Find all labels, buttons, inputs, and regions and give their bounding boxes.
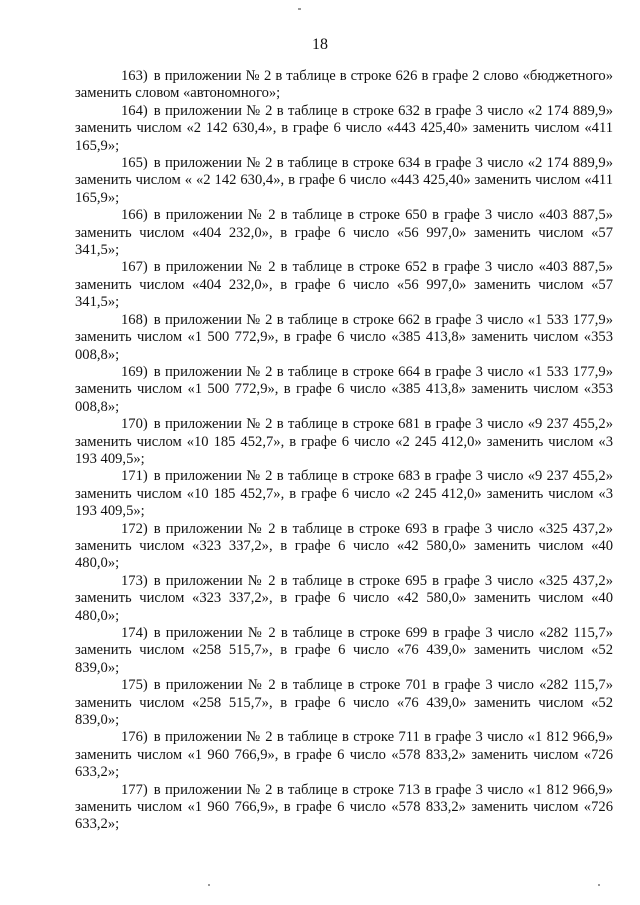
item-number: 163) <box>121 68 148 84</box>
item-text: в приложении № 2 в таблице в строке 695 в графе 3 число «325 437,2» заменить числом «323 337,2», в графе 6 число «42 580,0» заменить числом «40 480,0»; <box>75 572 613 624</box>
scan-mark <box>598 884 600 886</box>
item-text: в приложении № 2 в таблице в строке 662 в графе 3 число «1 533 177,9» заменить числом «1 500 772,9», в графе 6 число «385 413,8» заменить числом «353 008,8»; <box>75 311 613 363</box>
list-item <box>75 573 613 625</box>
item-number: 172) <box>121 520 148 537</box>
list-item <box>75 259 613 311</box>
list-item <box>75 364 613 416</box>
item-text: в приложении № 2 в таблице в строке 652 в графе 3 число «403 887,5» заменить числом «404 232,0», в графе 6 число «56 997,0» заменить числом «57 341,5»; <box>75 259 613 311</box>
list-item <box>75 155 613 207</box>
list-item <box>75 416 613 468</box>
item-number: 173) <box>121 572 148 589</box>
page-number: 18 <box>312 36 328 53</box>
document-body <box>75 68 613 834</box>
item-number: 170) <box>121 416 148 433</box>
list-item <box>75 521 613 573</box>
item-number: 174) <box>121 625 148 641</box>
item-number: 164) <box>121 102 148 119</box>
item-text: в приложении № 2 в таблице в строке 634 в графе 3 число «2 174 889,9» заменить числом « «2 142 630,4», в графе 6 число «443 425,40» заменить числом «411 165,9»; <box>75 155 613 206</box>
item-number: 171) <box>121 468 148 485</box>
item-number: 177) <box>121 781 148 798</box>
item-number: 168) <box>121 311 148 328</box>
item-number: 167) <box>121 259 148 276</box>
list-item <box>75 677 613 729</box>
item-number: 169) <box>121 363 148 380</box>
item-text: в приложении № 2 в таблице в строке 683 в графе 3 число «9 237 455,2» заменить числом «10 185 452,7», в графе 6 число «2 245 412,0» заменить числом «3 193 409,5»; <box>75 468 613 520</box>
item-text: в приложении № 2 в таблице в строке 701 в графе 3 число «282 115,7» заменить числом «258 515,7», в графе 6 число «76 439,0» заменить числом «52 839,0»; <box>75 677 613 729</box>
list-item <box>75 729 613 781</box>
scan-mark <box>208 884 210 886</box>
item-text: в приложении № 2 в таблице в строке 626 в графе 2 слово «бюджетного» заменить словом «автономного»; <box>75 68 613 102</box>
item-number: 165) <box>121 155 148 172</box>
list-item <box>75 207 613 259</box>
item-text: в приложении № 2 в таблице в строке 693 в графе 3 число «325 437,2» заменить числом «323 337,2», в графе 6 число «42 580,0» заменить числом «40 480,0»; <box>75 520 613 572</box>
list-item <box>75 68 613 103</box>
list-item <box>75 782 613 834</box>
list-item <box>75 468 613 520</box>
item-text: в приложении № 2 в таблице в строке 650 в графе 3 число «403 887,5» заменить числом «404 232,0», в графе 6 число «56 997,0» заменить числом «57 341,5»; <box>75 207 613 259</box>
item-number: 176) <box>121 729 148 746</box>
list-item <box>75 312 613 364</box>
item-text: в приложении № 2 в таблице в строке 681 в графе 3 число «9 237 455,2» заменить числом «10 185 452,7», в графе 6 число «2 245 412,0» заменить числом «3 193 409,5»; <box>75 416 613 467</box>
list-item <box>75 103 613 155</box>
item-text: в приложении № 2 в таблице в строке 713 в графе 3 число «1 812 966,9» заменить числом «1 960 766,9», в графе 6 число «578 833,2» заменить числом «726 633,2»; <box>75 781 613 833</box>
item-number: 166) <box>121 207 148 224</box>
scan-mark <box>298 8 301 10</box>
item-text: в приложении № 2 в таблице в строке 711 в графе 3 число «1 812 966,9» заменить числом «1 960 766,9», в графе 6 число «578 833,2» заменить числом «726 633,2»; <box>75 729 613 781</box>
list-item <box>75 625 613 677</box>
item-number: 175) <box>121 677 148 694</box>
item-text: в приложении № 2 в таблице в строке 664 в графе 3 число «1 533 177,9» заменить числом «1 500 772,9», в графе 6 число «385 413,8» заменить числом «353 008,8»; <box>75 363 613 415</box>
item-text: в приложении № 2 в таблице в строке 632 в графе 3 число «2 174 889,9» заменить числом «2 142 630,4», в графе 6 число «443 425,40» заменить числом «411 165,9»; <box>75 102 613 154</box>
item-text: в приложении № 2 в таблице в строке 699 в графе 3 число «282 115,7» заменить числом «258 515,7», в графе 6 число «76 439,0» заменить числом «52 839,0»; <box>75 625 613 676</box>
